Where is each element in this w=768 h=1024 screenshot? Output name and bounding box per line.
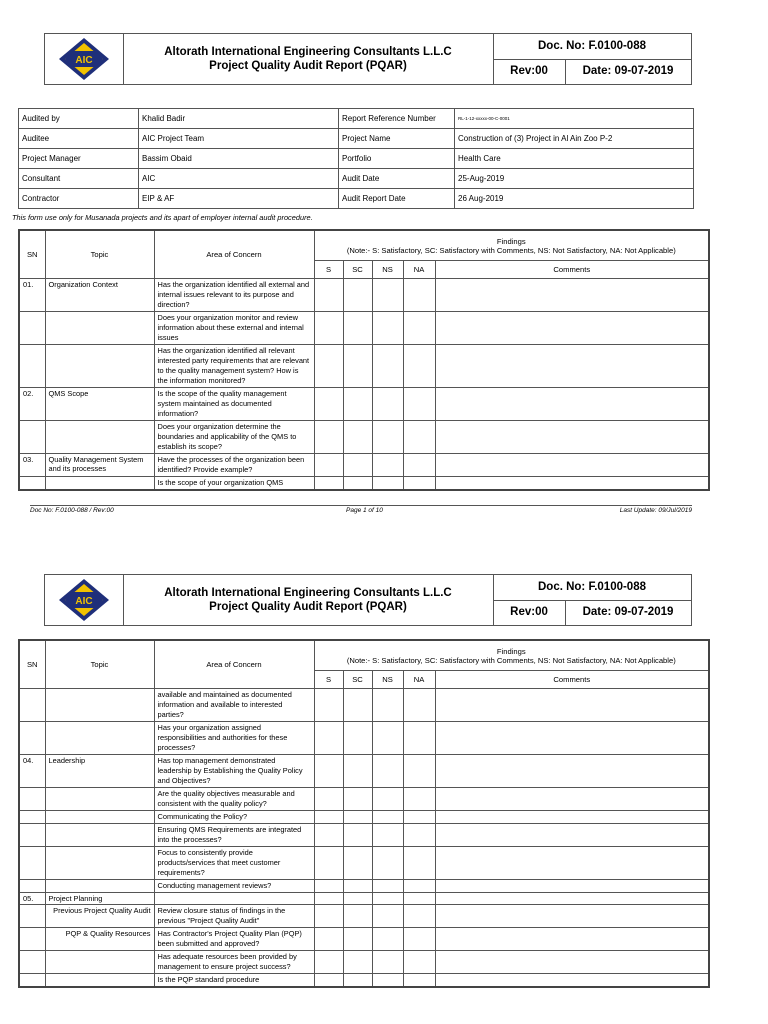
table-row — [19, 689, 709, 722]
row-topic — [45, 880, 154, 893]
finding-ns[interactable] — [372, 788, 403, 811]
finding-na[interactable] — [403, 951, 435, 974]
finding-comments[interactable] — [435, 788, 709, 811]
finding-ns[interactable] — [372, 928, 403, 951]
row-concern: Is the scope of the quality management system maintained as documented information? — [154, 388, 314, 421]
finding-s[interactable] — [314, 722, 343, 755]
table-row — [19, 824, 709, 847]
finding-comments[interactable] — [435, 824, 709, 847]
finding-s[interactable] — [314, 847, 343, 880]
finding-comments[interactable] — [435, 811, 709, 824]
row-concern: Has top management demonstrated leadership by Establishing the Quality Policy and Objectives? — [154, 755, 314, 788]
row-concern: Has adequate resources been provided by management to ensure project success? — [154, 951, 314, 974]
row-sn — [19, 824, 45, 847]
finding-na[interactable] — [403, 928, 435, 951]
table-row — [19, 811, 709, 824]
row-sn — [19, 974, 45, 988]
row-concern: Is the PQP standard procedure — [154, 974, 314, 988]
finding-sc[interactable] — [343, 689, 372, 722]
row-concern: Focus to consistently provide products/services that meet customer requirements? — [154, 847, 314, 880]
finding-s[interactable] — [314, 788, 343, 811]
col-findings — [314, 640, 709, 671]
row-topic — [45, 689, 154, 722]
table-row — [19, 847, 709, 880]
row-topic — [45, 788, 154, 811]
company-name: Altorath International Engineering Consultants L.L.C — [164, 46, 452, 58]
row-topic: Organization Context — [45, 279, 154, 312]
info-value: Health Care — [455, 149, 694, 169]
row-sn — [19, 928, 45, 951]
finding-sc[interactable] — [343, 893, 372, 905]
finding-comments[interactable] — [435, 755, 709, 788]
row-sn — [19, 689, 45, 722]
table-row — [19, 905, 709, 928]
finding-s[interactable] — [314, 689, 343, 722]
report-title: Project Quality Audit Report (PQAR) — [209, 60, 407, 72]
info-value: EIP & AF — [139, 189, 339, 209]
row-topic: Previous Project Quality Audit — [45, 905, 154, 928]
finding-sc[interactable] — [343, 755, 372, 788]
finding-ns[interactable] — [372, 880, 403, 893]
info-key: Report Reference Number — [339, 109, 455, 129]
info-value: Construction of (3) Project in Al Ain Zoo P-2 — [455, 129, 694, 149]
header-title — [123, 575, 494, 625]
finding-ns[interactable] — [372, 847, 403, 880]
info-key: Audit Date — [339, 169, 455, 189]
row-sn — [19, 788, 45, 811]
table-row — [19, 788, 709, 811]
table-row — [19, 893, 709, 905]
row-sn — [19, 811, 45, 824]
row-concern: Conducting management reviews? — [154, 880, 314, 893]
findings-note: (Note:- S: Satisfactory, SC: Satisfactory with Comments, NS: Not Satisfactory, NA: Not Applicable) — [346, 245, 676, 255]
row-sn: 02. — [19, 388, 45, 421]
finding-sc[interactable] — [343, 928, 372, 951]
finding-comments[interactable] — [435, 905, 709, 928]
svg-text:AIC: AIC — [75, 55, 93, 66]
row-topic: QMS Scope — [45, 388, 154, 421]
finding-ns[interactable] — [372, 974, 403, 988]
revision: Rev:00 — [493, 600, 566, 625]
row-concern: Is the scope of your organization QMS — [154, 477, 314, 491]
finding-comments[interactable] — [435, 893, 709, 905]
info-key: Audit Report Date — [339, 189, 455, 209]
finding-s[interactable] — [314, 928, 343, 951]
finding-ns[interactable] — [372, 905, 403, 928]
doc-number: Doc. No: F.0100-088 — [493, 575, 691, 601]
row-concern: Review closure status of findings in the previous "Project Quality Audit" — [154, 905, 314, 928]
table-row — [19, 928, 709, 951]
col-topic: Topic — [45, 640, 154, 689]
row-topic — [45, 951, 154, 974]
table-row — [19, 722, 709, 755]
row-topic: PQP & Quality Resources — [45, 928, 154, 951]
doc-date: Date: 09-07-2019 — [582, 606, 674, 618]
report-title: Project Quality Audit Report (PQAR) — [209, 601, 407, 613]
row-concern: Communicating the Policy? — [154, 811, 314, 824]
info-key: Project Name — [339, 129, 455, 149]
finding-na[interactable] — [403, 824, 435, 847]
row-topic: Quality Management System and its processes — [45, 454, 154, 477]
info-value: AIC Project Team — [139, 129, 339, 149]
audit-rows — [19, 689, 709, 988]
col-sn: SN — [19, 640, 45, 689]
info-key: Contractor — [19, 189, 139, 209]
col-topic: Topic — [45, 230, 154, 279]
finding-sc[interactable] — [343, 824, 372, 847]
table-row — [19, 974, 709, 988]
svg-text:AIC: AIC — [75, 596, 93, 607]
row-concern: Has Contractor's Project Quality Plan (PQP) been submitted and approved? — [154, 928, 314, 951]
row-concern: Has the organization identified all external and internal issues relevant to its purpose and direction? — [154, 279, 314, 312]
finding-comments[interactable] — [435, 974, 709, 988]
row-concern: Has the organization identified all relevant interested party requirements that are relevant to the quality management system? How is the information monitored? — [154, 345, 314, 388]
finding-na[interactable] — [403, 905, 435, 928]
info-value: AIC — [139, 169, 339, 189]
info-value: Bassim Obaid — [139, 149, 339, 169]
info-value: 25-Aug-2019 — [455, 169, 694, 189]
finding-s[interactable] — [314, 893, 343, 905]
row-topic — [45, 824, 154, 847]
finding-sc[interactable] — [343, 880, 372, 893]
finding-ns[interactable] — [372, 893, 403, 905]
finding-comments[interactable] — [435, 880, 709, 893]
finding-s[interactable] — [314, 905, 343, 928]
footer-last-update: Last Update: 09/Jul/2019 — [619, 507, 692, 514]
footer-doc-no: Doc No: F.0100-088 / Rev:00 — [30, 507, 114, 514]
row-sn: 01. — [19, 279, 45, 312]
row-topic: Leadership — [45, 755, 154, 788]
col-s: S — [314, 261, 343, 279]
row-concern — [154, 893, 314, 905]
finding-na[interactable] — [403, 689, 435, 722]
row-sn — [19, 722, 45, 755]
col-sc: SC — [343, 261, 372, 279]
finding-sc[interactable] — [343, 974, 372, 988]
doc-date: Date: 09-07-2019 — [582, 65, 674, 77]
row-concern: Does your organization determine the boundaries and applicability of the QMS to establish its scope? — [154, 421, 314, 454]
finding-s[interactable] — [314, 811, 343, 824]
finding-na[interactable] — [403, 880, 435, 893]
finding-sc[interactable] — [343, 951, 372, 974]
finding-na[interactable] — [403, 811, 435, 824]
col-concern: Area of Concern — [154, 640, 314, 689]
col-sc: SC — [343, 671, 372, 689]
finding-comments[interactable] — [435, 722, 709, 755]
info-value: Khalid Badir — [139, 109, 339, 129]
finding-comments[interactable] — [435, 847, 709, 880]
row-concern: Does your organization monitor and review information about these external and internal issues — [154, 312, 314, 345]
row-topic — [45, 974, 154, 988]
finding-na[interactable] — [403, 722, 435, 755]
row-sn — [19, 951, 45, 974]
row-concern: Are the quality objectives measurable and consistent with the quality policy? — [154, 788, 314, 811]
findings-label: Findings — [496, 236, 526, 246]
finding-ns[interactable] — [372, 755, 403, 788]
row-concern: Ensuring QMS Requirements are integrated into the processes? — [154, 824, 314, 847]
row-sn — [19, 905, 45, 928]
finding-ns[interactable] — [372, 811, 403, 824]
finding-s[interactable] — [314, 951, 343, 974]
info-key: Portfolio — [339, 149, 455, 169]
table-row — [19, 951, 709, 974]
col-ns: NS — [372, 261, 403, 279]
finding-sc[interactable] — [343, 811, 372, 824]
form-note: This form use only for Musanada projects and its apart of employer internal audit procedure. — [12, 213, 313, 222]
findings-label: Findings — [496, 646, 526, 656]
col-s: S — [314, 671, 343, 689]
finding-sc[interactable] — [343, 905, 372, 928]
row-topic — [45, 811, 154, 824]
footer-page: Page 1 of 10 — [346, 507, 383, 514]
row-sn — [19, 880, 45, 893]
finding-sc[interactable] — [343, 788, 372, 811]
finding-sc[interactable] — [343, 847, 372, 880]
row-sn — [19, 847, 45, 880]
table-row — [19, 755, 709, 788]
row-sn: 03. — [19, 454, 45, 477]
col-comments: Comments — [435, 261, 709, 279]
info-value: RL-1-12-xxxxx-00-C-0001 — [455, 109, 694, 129]
finding-na[interactable] — [403, 788, 435, 811]
finding-s[interactable] — [314, 974, 343, 988]
company-logo — [45, 575, 124, 625]
row-concern: available and maintained as documented information and available to interested parties? — [154, 689, 314, 722]
info-value: 26 Aug-2019 — [455, 189, 694, 209]
col-na: NA — [403, 261, 435, 279]
finding-s[interactable] — [314, 880, 343, 893]
revision: Rev:00 — [493, 59, 566, 84]
row-topic — [45, 847, 154, 880]
row-topic — [45, 722, 154, 755]
finding-ns[interactable] — [372, 824, 403, 847]
info-key: Consultant — [19, 169, 139, 189]
col-ns: NS — [372, 671, 403, 689]
company-name: Altorath International Engineering Consultants L.L.C — [164, 587, 452, 599]
finding-comments[interactable] — [435, 928, 709, 951]
info-key: Auditee — [19, 129, 139, 149]
col-sn: SN — [19, 230, 45, 279]
document-header — [44, 574, 692, 626]
col-concern: Area of Concern — [154, 230, 314, 279]
col-comments: Comments — [435, 671, 709, 689]
row-topic: Project Planning — [45, 893, 154, 905]
row-concern: Has your organization assigned responsibilities and authorities for these processes? — [154, 722, 314, 755]
row-concern: Have the processes of the organization been identified? Provide example? — [154, 454, 314, 477]
info-key: Project Manager — [19, 149, 139, 169]
finding-s[interactable] — [314, 824, 343, 847]
finding-ns[interactable] — [372, 722, 403, 755]
findings-note: (Note:- S: Satisfactory, SC: Satisfactory with Comments, NS: Not Satisfactory, NA: Not Applicable) — [346, 655, 676, 665]
finding-na[interactable] — [403, 755, 435, 788]
row-sn: 05. — [19, 893, 45, 905]
finding-ns[interactable] — [372, 951, 403, 974]
table-row — [19, 880, 709, 893]
doc-number: Doc. No: F.0100-088 — [493, 34, 691, 60]
row-sn: 04. — [19, 755, 45, 788]
finding-comments[interactable] — [435, 951, 709, 974]
finding-na[interactable] — [403, 974, 435, 988]
finding-na[interactable] — [403, 847, 435, 880]
finding-s[interactable] — [314, 755, 343, 788]
finding-sc[interactable] — [343, 722, 372, 755]
audit-table-page2 — [18, 639, 710, 988]
finding-na[interactable] — [403, 893, 435, 905]
finding-ns[interactable] — [372, 689, 403, 722]
col-na: NA — [403, 671, 435, 689]
finding-comments[interactable] — [435, 689, 709, 722]
info-key: Audited by — [19, 109, 139, 129]
